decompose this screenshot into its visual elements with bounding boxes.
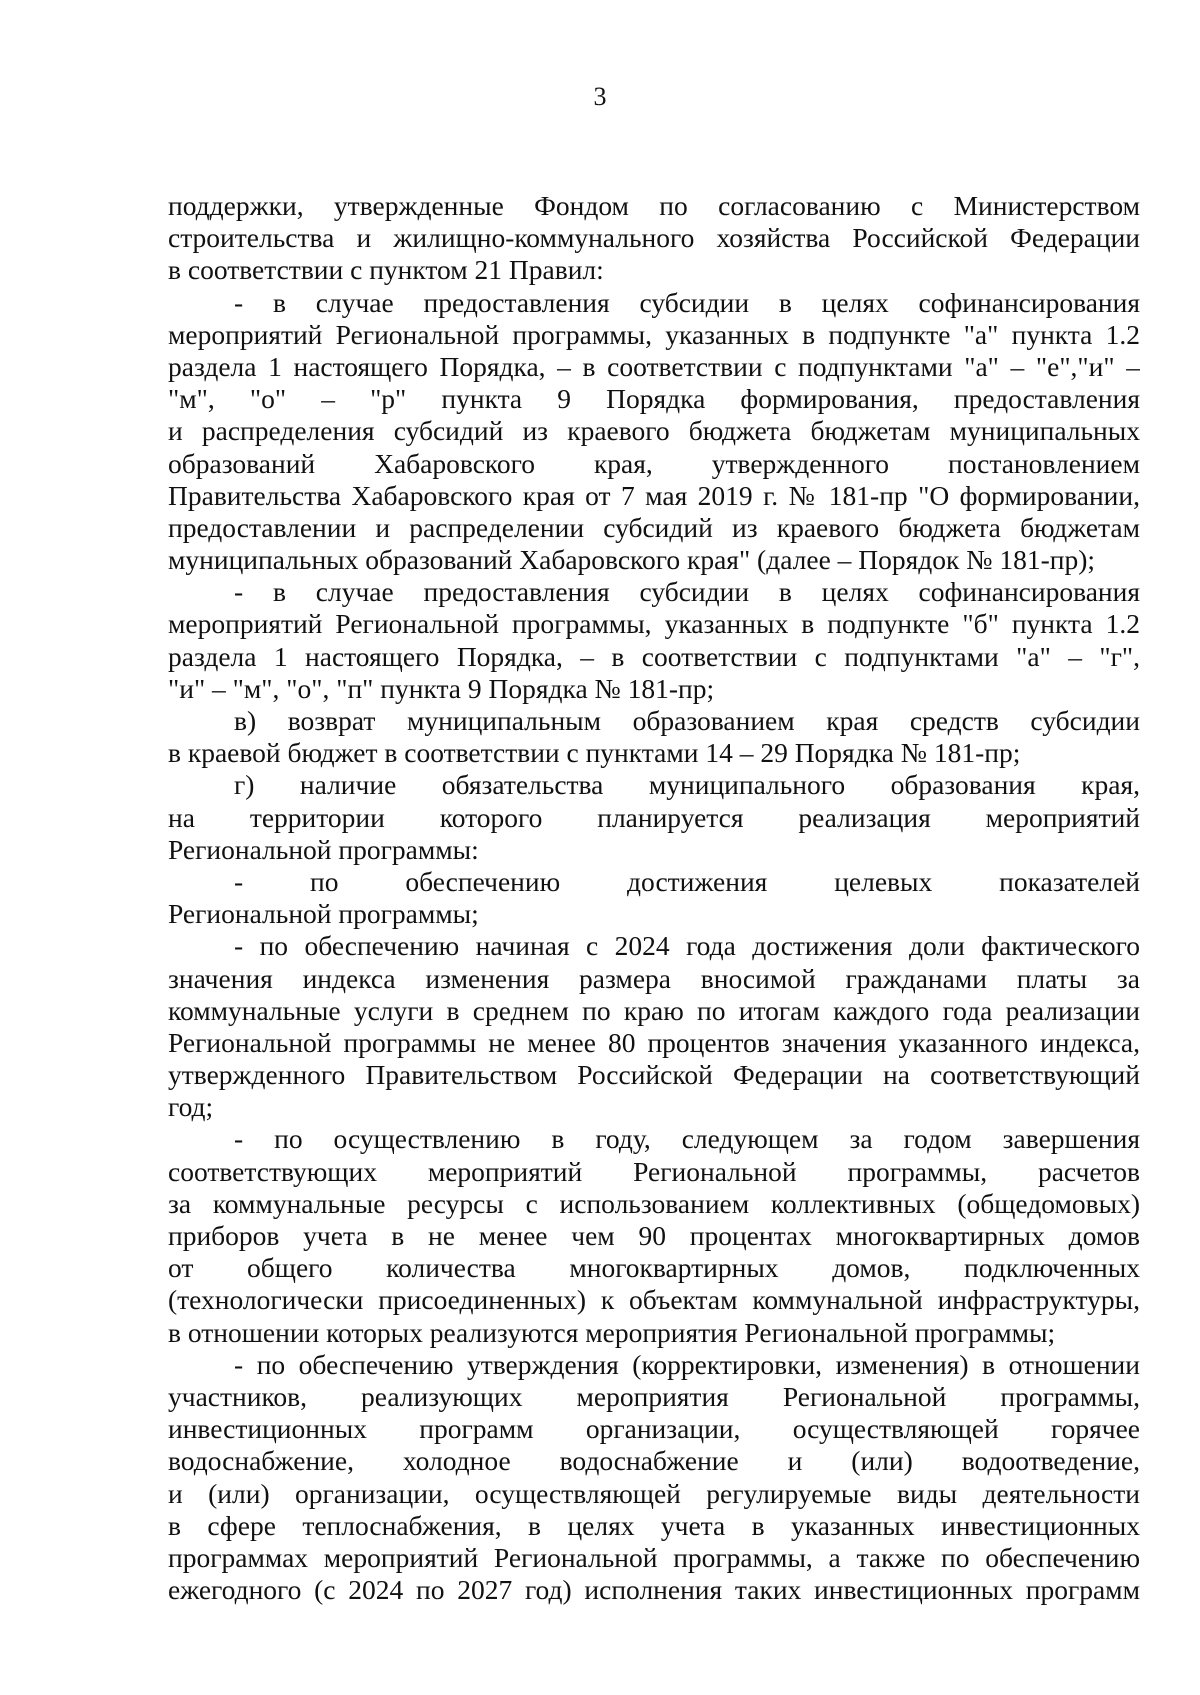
text-line: Правительства Хабаровского края от 7 мая 2019 г. № 181-пр "О формировании, xyxy=(168,479,1140,511)
text-line: водоснабжение, холодное водоснабжение и (или) водоотведение, xyxy=(168,1445,1140,1477)
text-line: раздела 1 настоящего Порядка, – в соответствии с подпунктами "а" – "г", xyxy=(168,640,1140,672)
text-line: г) наличие обязательства муниципального образования края, xyxy=(234,769,1140,801)
text-line: Региональной программы; xyxy=(168,898,479,930)
text-line: "и" – "м", "о", "п" пункта 9 Порядка № 181-пр; xyxy=(168,672,715,704)
text-line: поддержки, утвержденные Фондом по согласованию с Министерством xyxy=(168,190,1140,221)
text-line: - в случае предоставления субсидии в целях софинансирования xyxy=(234,576,1140,608)
text-line: - по обеспечению достижения целевых показателей xyxy=(234,865,1140,897)
text-line: "м", "о" – "р" пункта 9 Порядка формирования, предоставления xyxy=(168,383,1140,415)
text-line: - по обеспечению начиная с 2024 года достижения доли фактического xyxy=(234,930,1140,962)
text-line: ежегодного (с 2024 по 2027 год) исполнения таких инвестиционных программ xyxy=(168,1574,1140,1606)
text-line: - в случае предоставления субсидии в целях софинансирования xyxy=(234,286,1140,318)
text-line: и (или) организации, осуществляющей регулируемые виды деятельности xyxy=(168,1477,1140,1509)
text-line: участников, реализующих мероприятия Региональной программы, xyxy=(168,1380,1140,1412)
text-line: инвестиционных программ организации, осуществляющей горячее xyxy=(168,1413,1140,1445)
text-line: и распределения субсидий из краевого бюджета бюджетам муниципальных xyxy=(168,415,1140,447)
text-line: на территории которого планируется реализация мероприятий xyxy=(168,801,1140,833)
text-line: образований Хабаровского края, утвержденного постановлением xyxy=(168,447,1140,479)
text-line: раздела 1 настоящего Порядка, – в соответствии с подпунктами "а" – "е","и" – xyxy=(168,350,1140,382)
text-line: - по обеспечению утверждения (корректировки, изменения) в отношении xyxy=(234,1348,1140,1380)
text-line: год; xyxy=(168,1091,214,1123)
text-line: утвержденного Правительством Российской Федерации на соответствующий xyxy=(168,1059,1140,1091)
text-line: в) возврат муниципальным образованием края средств субсидии xyxy=(234,705,1140,736)
text-line: - по осуществлению в году, следующем за годом завершения xyxy=(234,1123,1140,1155)
text-line: (технологически присоединенных) к объектам коммунальной инфраструктуры, xyxy=(168,1284,1140,1316)
text-line: за коммунальные ресурсы с использованием коллективных (общедомовых) xyxy=(168,1187,1140,1219)
text-line: предоставлении и распределении субсидий из краевого бюджета бюджетам xyxy=(168,511,1140,543)
text-line: программах мероприятий Региональной программы, а также по обеспечению xyxy=(168,1541,1140,1573)
text-line: мероприятий Региональной программы, указанных в подпункте "б" пункта 1.2 xyxy=(168,608,1140,640)
text-line: в краевой бюджет в соответствии с пунктами 14 – 29 Порядка № 181-пр; xyxy=(168,737,1021,769)
text-line: муниципальных образований Хабаровского края" (далее – Порядок № 181-пр); xyxy=(168,544,1096,576)
text-line: приборов учета в не менее чем 90 процентах многоквартирных домов xyxy=(168,1220,1140,1251)
text-line: в соответствии с пунктом 21 Правил: xyxy=(168,254,604,286)
text-line: соответствующих мероприятий Региональной программы, расчетов xyxy=(168,1155,1140,1187)
text-line: значения индекса изменения размера вносимой гражданами платы за xyxy=(168,962,1140,994)
text-line: от общего количества многоквартирных домов, подключенных xyxy=(168,1252,1140,1284)
text-line: в сфере теплоснабжения, в целях учета в указанных инвестиционных xyxy=(168,1509,1140,1541)
text-line: коммунальные услуги в среднем по краю по итогам каждого года реализации xyxy=(168,994,1140,1026)
text-line: мероприятий Региональной программы, указанных в подпункте "а" пункта 1.2 xyxy=(168,318,1140,350)
document-body xyxy=(168,190,1140,1606)
text-line: строительства и жилищно-коммунального хозяйства Российской Федерации xyxy=(168,222,1140,254)
page-number: 3 xyxy=(593,82,607,111)
text-line: Региональной программы: xyxy=(168,833,479,865)
text-line: в отношении которых реализуются мероприятия Региональной программы; xyxy=(168,1316,1056,1348)
text-line: Региональной программы не менее 80 процентов значения указанного индекса, xyxy=(168,1026,1140,1058)
